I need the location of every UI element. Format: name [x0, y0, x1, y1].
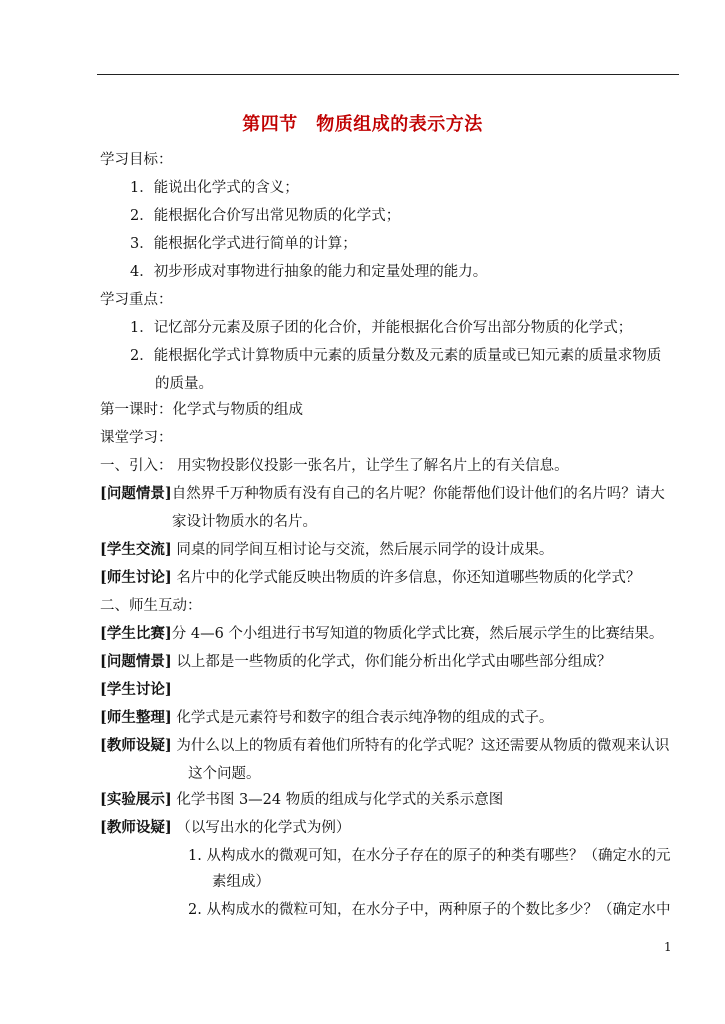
- list-item: 1．能说出化学式的含义；: [130, 180, 299, 196]
- list-item: 1. 从构成水的微观可知，在水分子存在的原子的种类有哪些？（确定水的元: [188, 848, 671, 864]
- section-heading: 二、师生互动：: [100, 598, 202, 614]
- paragraph-text: 分 4—6 个小组进行书写知道的物质化学式比赛，然后展示学生的比赛结果。: [171, 626, 664, 642]
- paragraph: 一、引入： 用实物投影仪投影一张名片，让学生了解名片上的有关信息。: [100, 458, 569, 474]
- section-heading: 课堂学习：: [100, 430, 173, 446]
- paragraph: [100, 736, 669, 756]
- page-number: 1: [664, 940, 672, 954]
- tag-label: [问题情景]: [100, 485, 172, 502]
- paragraph: [100, 540, 553, 560]
- paragraph: [100, 568, 640, 588]
- paragraph-continuation: 家设计物质水的名片。: [172, 514, 317, 530]
- tag-label: [师生整理]: [100, 709, 172, 726]
- paragraph: [100, 680, 172, 700]
- list-item: 1．记忆部分元素及原子团的化合价，并能根据化合价写出部分物质的化学式；: [130, 320, 633, 336]
- paragraph: [100, 708, 553, 728]
- header-rule: [97, 74, 679, 75]
- list-item: 4．初步形成对事物进行抽象的能力和定量处理的能力。: [130, 264, 488, 280]
- list-item-continuation: 的质量。: [155, 376, 213, 392]
- tag-label: [学生比赛]: [100, 625, 172, 642]
- tag-label: [师生讨论]: [100, 569, 172, 586]
- paragraph: [100, 818, 350, 838]
- paragraph: [100, 624, 663, 644]
- page-title: 第四节 物质组成的表示方法: [242, 114, 483, 135]
- paragraph-text: 以上都是一些物质的化学式，你们能分析出化学式由哪些部分组成？: [171, 654, 612, 670]
- paragraph: [100, 484, 665, 504]
- paragraph-continuation: 这个问题。: [188, 766, 261, 782]
- list-item-continuation: 素组成）: [212, 874, 270, 890]
- tag-label: [问题情景]: [100, 653, 172, 670]
- list-item: 2. 从构成水的微粒可知，在水分子中，两种原子的个数比多少？（确定水中: [188, 902, 671, 918]
- paragraph-text: 化学书图 3—24 物质的组成与化学式的关系示意图: [171, 792, 504, 808]
- paragraph: [100, 652, 611, 672]
- list-item: 3．能根据化学式进行简单的计算；: [130, 236, 357, 252]
- paragraph-text: 自然界千万种物质有没有自己的名片呢？你能帮他们设计他们的名片吗？请大: [171, 486, 665, 502]
- paragraph-text: （以写出水的化学式为例）: [171, 820, 351, 836]
- section-heading: 学习重点：: [100, 292, 173, 308]
- paragraph-text: 同桌的同学间互相讨论与交流，然后展示同学的设计成果。: [171, 542, 554, 558]
- section-heading: 学习目标：: [100, 152, 173, 168]
- tag-label: [教师设疑]: [100, 737, 172, 754]
- list-item: 2．能根据化学式计算物质中元素的质量分数及元素的质量或已知元素的质量求物质: [130, 348, 662, 364]
- paragraph-text: 为什么以上的物质有着他们所特有的化学式呢？这还需要从物质的微观来认识: [171, 738, 670, 754]
- tag-label: [学生交流]: [100, 541, 172, 558]
- tag-label: [学生讨论]: [100, 681, 172, 698]
- list-item: 2．能根据化合价写出常见物质的化学式；: [130, 208, 401, 224]
- paragraph: [100, 790, 503, 810]
- tag-label: [教师设疑]: [100, 819, 172, 836]
- paragraph-text: 名片中的化学式能反映出物质的许多信息，你还知道哪些物质的化学式？: [171, 570, 641, 586]
- section-heading: 第一课时：化学式与物质的组成: [100, 402, 303, 418]
- tag-label: [实验展示]: [100, 791, 172, 808]
- paragraph-text: 化学式是元素符号和数字的组合表示纯净物的组成的式子。: [171, 710, 554, 726]
